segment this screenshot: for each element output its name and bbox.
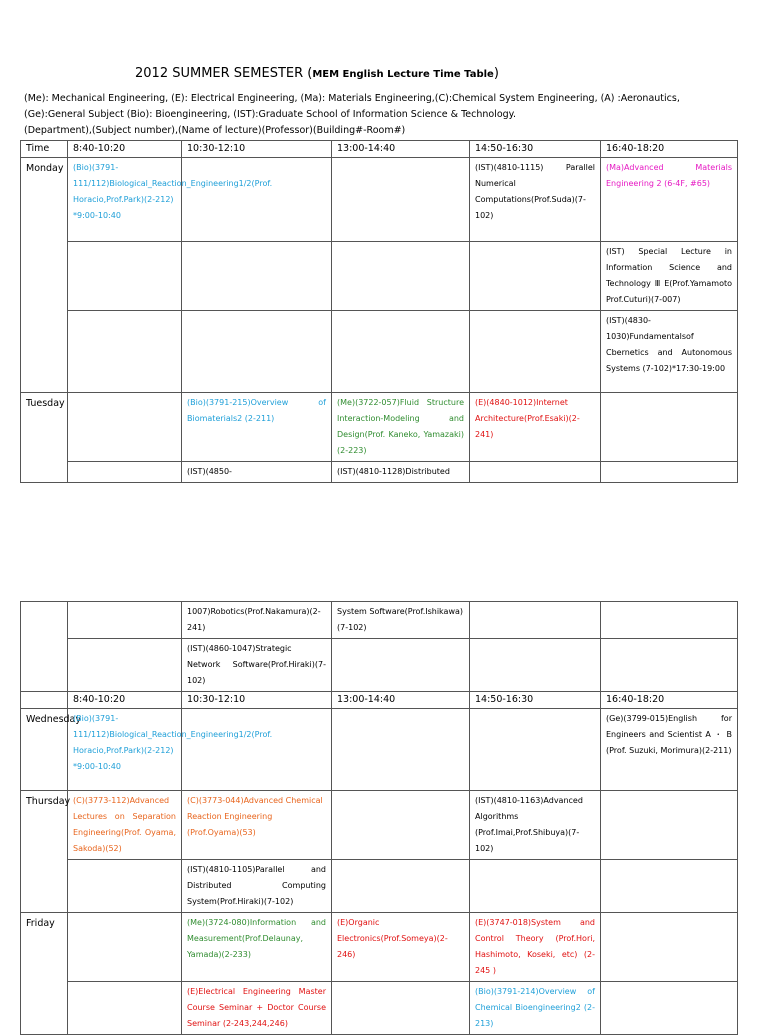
empty-cell [182,158,332,242]
day-wednesday: Wednesday [21,709,68,791]
empty-cell [601,913,738,982]
empty-cell [601,860,738,913]
table-row [21,393,738,462]
header-slot-2: 10:30-12:10 [182,692,332,709]
header-slot-3: 13:00-14:40 [332,141,470,158]
course-cell: 1007)Robotics(Prof.Nakamura)(2-241) [182,602,332,639]
empty-cell [601,602,738,639]
course-cell: (Ma)Advanced Materials Engineering 2 (6-4F, #65) [601,158,738,242]
course-cell: (Ge)(3799-015)English for Engineers and Scientist A ・ B (Prof. Suzuki, Morimura)(2-211) [601,709,738,791]
day-monday: Monday [21,158,68,393]
course-cell: (Me)(3724-080)Information and Measurement(Prof.Delaunay, Yamada)(2-233) [182,913,332,982]
legend-line-3: (Department),(Subject number),(Name of lecture)(Professor)(Building#-Room#) [24,125,406,136]
course-cell: (Bio)(3791-215)Overview of Biomaterials2 (2-211) [182,393,332,462]
empty-cell [601,791,738,860]
legend-line-2: (Ge):General Subject (Bio): Bioengineering, (IST):Graduate School of Information Science & Technology. [24,109,516,120]
day-friday: Friday [21,913,68,1035]
course-cell: (IST)(4810-1115) Parallel Numerical Computations(Prof.Suda)(7-102) [470,158,601,242]
empty-cell [332,860,470,913]
table-row [21,791,738,860]
empty-cell [470,860,601,913]
course-cell: (Bio)(3791-111/112)Biological_Reaction_Engineering1/2(Prof. Horacio,Prof.Park)(2-212) *9:00-10:40 [68,709,182,791]
empty-cell [332,242,470,311]
course-cell: (IST)(4850- [182,462,332,483]
empty-cell [68,602,182,639]
header-slot-5: 16:40-18:20 [601,141,738,158]
empty-cell [68,242,182,311]
title-main: 2012 SUMMER SEMESTER ( [135,66,313,81]
header-slot-1: 8:40-10:20 [68,692,182,709]
table-row [21,982,738,1035]
header-row [21,692,738,709]
timetable-part-2 [20,601,738,1035]
course-cell: (C)(3773-044)Advanced Chemical Reaction Engineering (Prof.Oyama)(53) [182,791,332,860]
empty-cell [332,982,470,1035]
empty-cell [68,913,182,982]
header-slot-2: 10:30-12:10 [182,141,332,158]
empty-cell [470,602,601,639]
course-cell: (E)(3747-018)System and Control Theory (Prof.Hori, Hashimoto, Koseki, etc) (2-245 ) [470,913,601,982]
empty-cell [332,158,470,242]
header-slot-5: 16:40-18:20 [601,692,738,709]
header-slot-3: 13:00-14:40 [332,692,470,709]
table-row [21,860,738,913]
course-cell: (E)Electrical Engineering Master Course Seminar + Doctor Course Seminar (2-243,244,246) [182,982,332,1035]
course-cell: (IST)(4810-1105)Parallel and Distributed Computing System(Prof.Hiraki)(7-102) [182,860,332,913]
empty-cell [332,709,470,791]
course-cell: (Bio)(3791-111/112)Biological_Reaction_Engineering1/2(Prof. Horacio,Prof.Park)(2-212) *9:00-10:40 [68,158,182,242]
empty-cell [470,242,601,311]
header-row [21,141,738,158]
empty-cell [332,791,470,860]
empty-cell [470,639,601,692]
course-cell: (Bio)(3791-214)Overview of Chemical Bioengineering2 (2-213) [470,982,601,1035]
empty-cell [182,311,332,393]
course-cell: System Software(Prof.Ishikawa) (7-102) [332,602,470,639]
empty-cell [182,709,332,791]
empty-cell [21,692,68,709]
table-row [21,311,738,393]
empty-cell [68,860,182,913]
empty-cell [68,311,182,393]
title-close: ) [493,66,499,81]
header-slot-4: 14:50-16:30 [470,141,601,158]
course-cell: (E)Organic Electronics(Prof.Someya)(2-246) [332,913,470,982]
day-thursday: Thursday [21,791,68,913]
table-row [21,602,738,639]
course-cell: (C)(3773-112)Advanced Lectures on Separation Engineering(Prof. Oyama, Sakoda)(52) [68,791,182,860]
table-row [21,709,738,791]
empty-cell [470,709,601,791]
title-subtitle: MEM English Lecture Time Table [312,69,494,80]
empty-cell [68,639,182,692]
day-tuesday: Tuesday [21,393,68,483]
empty-cell [182,242,332,311]
course-cell: (IST)(4810-1128)Distributed [332,462,470,483]
course-cell: (IST)(4860-1047)Strategic Network Software(Prof.Hiraki)(7-102) [182,639,332,692]
table-row [21,242,738,311]
legend-line-1: (Me): Mechanical Engineering, (E): Electrical Engineering, (Ma): Materials Engineering,(C):Chemical System Engineering, (A) :Aeronautics, [24,93,680,104]
empty-cell [601,393,738,462]
table-row [21,639,738,692]
header-slot-4: 14:50-16:30 [470,692,601,709]
empty-cell [332,639,470,692]
empty-cell [601,639,738,692]
course-cell: (IST) Special Lecture in Information Science and TechnologyⅢE(Prof.Yamamoto Prof.Cuturi)(7-007) [601,242,738,311]
empty-cell [21,602,68,692]
empty-cell [470,311,601,393]
header-slot-1: 8:40-10:20 [68,141,182,158]
empty-cell [470,462,601,483]
header-time: Time [21,141,68,158]
timetable-part-1 [20,140,738,483]
course-cell: (E)(4840-1012)Internet Architecture(Prof.Esaki)(2-241) [470,393,601,462]
table-row [21,913,738,982]
empty-cell [601,982,738,1035]
course-cell: (IST)(4830-1030)Fundamentalsof Cbernetics and Autonomous Systems (7-102)*17:30-19:00 [601,311,738,393]
empty-cell [332,311,470,393]
course-cell: (Me)(3722-057)Fluid Structure Interaction-Modeling and Design(Prof. Kaneko, Yamazaki)(2-223) [332,393,470,462]
table-row [21,462,738,483]
empty-cell [601,462,738,483]
empty-cell [68,982,182,1035]
page-title [135,66,499,81]
empty-cell [68,462,182,483]
course-cell: (IST)(4810-1163)Advanced Algorithms (Prof.Imai,Prof.Shibuya)(7-102) [470,791,601,860]
empty-cell [68,393,182,462]
table-row [21,158,738,242]
